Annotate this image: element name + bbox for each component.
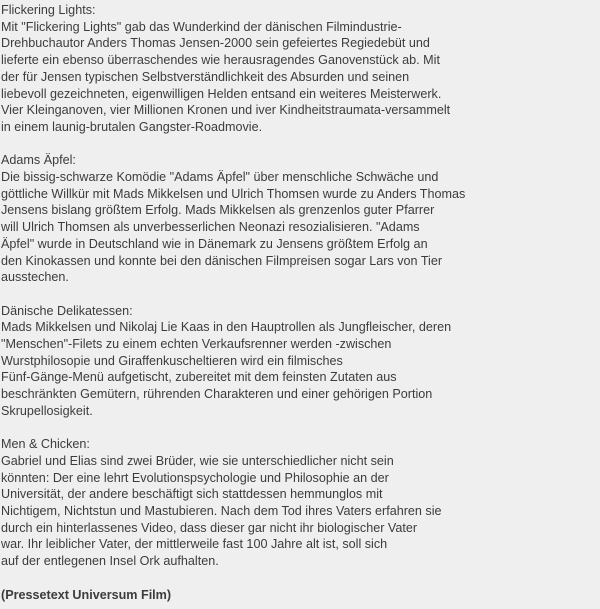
- section-heading: Men & Chicken:: [1, 437, 90, 452]
- paragraph-line: "Menschen"-Filets zu einem echten Verkaufsrenner werden -zwischen: [1, 337, 392, 352]
- section-heading: Dänische Delikatessen:: [1, 303, 133, 318]
- press-text-document: [1, 2, 597, 603]
- paragraph-line: lieferte ein ebenso überraschendes wie herausragendes Ganovenstück ab. Mit: [1, 53, 440, 68]
- paragraph-line: Die bissig-schwarze Komödie "Adams Äpfel" über menschliche Schwäche und: [1, 170, 439, 185]
- paragraph-line: liebevoll gezeichneten, eigenwilligen Helden entsand ein weiteres Meisterwerk.: [1, 86, 442, 101]
- paragraph-line: Wurstphilosopie und Giraffenkuscheltieren wird ein filmisches: [1, 353, 343, 368]
- paragraph-line: Jensens bislang größtem Erfolg. Mads Mikkelsen als grenzenlos guter Pfarrer: [1, 203, 435, 218]
- section-daenische-delikatessen: [1, 303, 597, 420]
- section-flickering-lights: [1, 2, 597, 136]
- paragraph-line: Mads Mikkelsen und Nikolaj Lie Kaas in den Hauptrollen als Jungfleischer, deren: [1, 320, 452, 335]
- paragraph-line: Nichtigem, Nichtstun und Mastubieren. Nach dem Tod ihres Vaters erfahren sie: [1, 504, 442, 519]
- section-heading: Flickering Lights:: [1, 3, 96, 17]
- paragraph-line: will Ulrich Thomsen als unverbesserlichen Neonazi resozialisieren. "Adams: [1, 220, 420, 235]
- paragraph-line: ausstechen.: [1, 270, 69, 285]
- paragraph-line: Vier Kleinganoven, vier Millionen Kronen und iver Kindheitstraumata-versammelt: [1, 103, 451, 118]
- paragraph-line: Skrupellosigkeit.: [1, 403, 93, 418]
- paragraph-line: Mit "Flickering Lights" gab das Wunderkind der dänischen Filmindustrie-: [1, 19, 402, 34]
- paragraph-line: göttliche Willkür mit Mads Mikkelsen und Ulrich Thomsen wurde zu Anders Thomas: [1, 186, 466, 201]
- section-adams-aepfel: [1, 152, 597, 286]
- paragraph-line: beschränkten Gemütern, rührenden Charakteren und einer gehörigen Portion: [1, 387, 433, 402]
- section-heading: Adams Äpfel:: [1, 153, 76, 168]
- section-men-and-chicken: [1, 436, 597, 570]
- paragraph-line: in einem launig-brutalen Gangster-Roadmovie.: [1, 119, 263, 134]
- paragraph-line: durch ein hinterlassenes Video, dass dieser gar nicht ihr biologischer Vater: [1, 520, 418, 535]
- paragraph-line: Drehbuchautor Anders Thomas Jensen-2000 sein gefeiertes Regiedebüt und: [1, 36, 430, 51]
- paragraph-line: Fünf-Gänge-Menü aufgetischt, zubereitet mit dem feinsten Zutaten aus: [1, 370, 397, 385]
- paragraph-line: war. Ihr leiblicher Vater, der mittlerweile fast 100 Jahre alt ist, soll sich: [1, 537, 388, 552]
- paragraph-line: Universität, der andere beschäftigt sich stattdessen hemmunglos mit: [1, 487, 383, 502]
- paragraph-line: auf der entlegenen Insel Ork aufhalten.: [1, 554, 219, 569]
- paragraph-line: Äpfel" wurde in Deutschland wie in Dänemark zu Jensens größtem Erfolg an: [1, 236, 428, 251]
- paragraph-line: Gabriel und Elias sind zwei Brüder, wie sie unterschiedlicher nicht sein: [1, 453, 394, 468]
- paragraph-line: könnten: Der eine lehrt Evolutionspsychologie und Philosophie an der: [1, 470, 389, 485]
- paragraph-line: der für Jensen typischen Selbstverständlichkeit des Absurden und seinen: [1, 69, 410, 84]
- paragraph-line: den Kinokassen und konnte bei den dänischen Filmpreisen sogar Lars von Tier: [1, 253, 443, 268]
- press-credit: (Pressetext Universum Film): [1, 587, 172, 602]
